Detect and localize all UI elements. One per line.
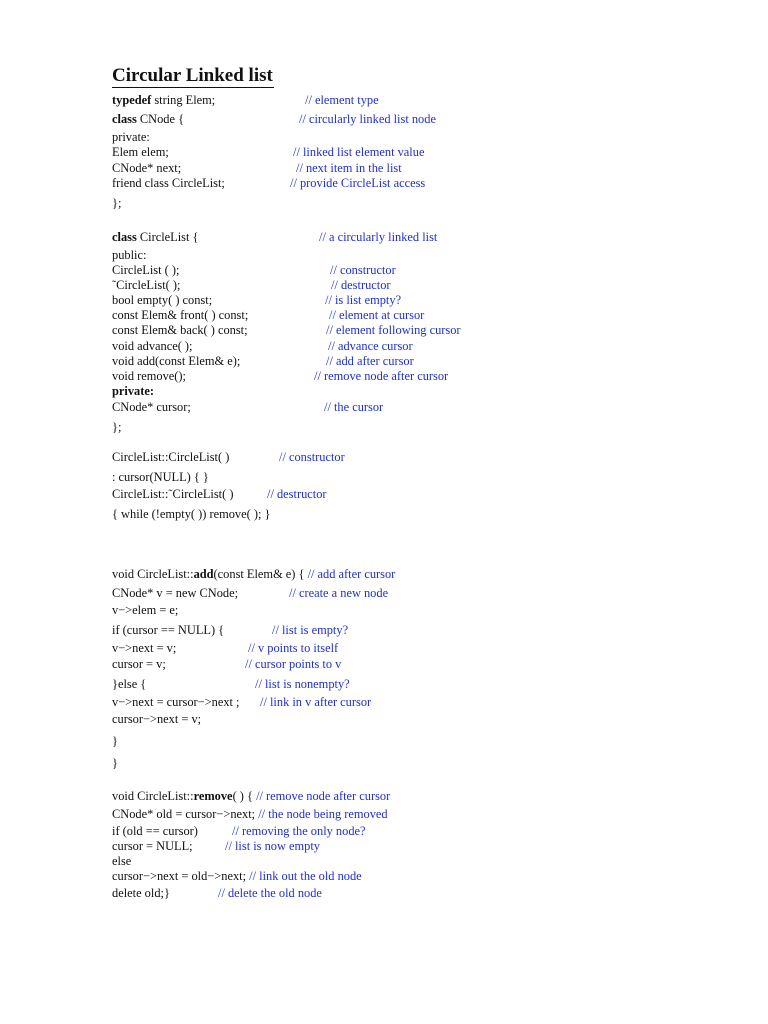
code-text: [112, 196, 121, 211]
code-segment: void CircleList::: [112, 567, 194, 581]
code-line: [0, 695, 768, 710]
code-line: [0, 230, 768, 245]
code-comment: // destructor: [331, 278, 391, 292]
code-line: [0, 308, 768, 323]
code-line: [0, 712, 768, 727]
code-line: [0, 354, 768, 369]
code-segment: const Elem& front( ) const;: [112, 308, 249, 322]
code-text: [112, 130, 150, 145]
code-text: [112, 263, 179, 278]
code-text: [112, 293, 212, 308]
code-text: [112, 323, 248, 338]
inline-comment: // remove node after cursor: [256, 789, 391, 803]
code-line: [0, 130, 768, 145]
code-text: [112, 450, 229, 465]
code-comment: // link in v after cursor: [260, 695, 372, 709]
code-segment: CNode* v = new CNode;: [112, 586, 239, 600]
code-segment: friend class CircleList;: [112, 176, 225, 190]
code-segment: CircleList::CircleList( ): [112, 450, 230, 464]
code-segment: CircleList::˜CircleList( ): [112, 487, 234, 501]
code-text: [112, 756, 118, 771]
code-line: [0, 824, 768, 839]
code-line: [0, 323, 768, 338]
code-text: [112, 278, 180, 293]
code-line: [0, 145, 768, 160]
code-comment: // list is empty?: [272, 623, 349, 637]
code-comment: // cursor points to v: [245, 657, 342, 671]
code-text: [112, 369, 186, 384]
keyword: add: [193, 567, 214, 581]
code-line: [0, 248, 768, 263]
code-text: [112, 586, 238, 601]
code-text: [112, 839, 193, 854]
code-segment: Elem elem;: [112, 145, 169, 159]
code-line: [0, 567, 768, 582]
code-segment: { while (!empty( )) remove( ); }: [112, 507, 271, 521]
code-line: [0, 93, 768, 108]
code-line: [0, 641, 768, 656]
code-segment: bool empty( ) const;: [112, 293, 213, 307]
code-comment: // the cursor: [324, 400, 384, 414]
code-text: [112, 145, 169, 160]
code-comment: // add after cursor: [326, 354, 414, 368]
code-segment: };: [112, 420, 122, 434]
code-comment: // constructor: [330, 263, 396, 277]
code-segment: cursor−>next = v;: [112, 712, 202, 726]
code-comment: // list is now empty: [225, 839, 320, 853]
code-comment: // destructor: [267, 487, 327, 501]
code-segment: ( ) {: [232, 789, 257, 803]
code-segment: }else {: [112, 677, 147, 691]
code-segment: CNode* next;: [112, 161, 182, 175]
code-segment: private:: [112, 130, 150, 144]
code-segment: void remove();: [112, 369, 186, 383]
keyword: class: [112, 230, 137, 244]
code-comment: // v points to itself: [248, 641, 339, 655]
code-text: [112, 695, 240, 710]
code-segment: v−>elem = e;: [112, 603, 179, 617]
inline-comment: // link out the old node: [249, 869, 362, 883]
code-text: [112, 824, 198, 839]
code-segment: cursor = v;: [112, 657, 166, 671]
code-text: [112, 308, 248, 323]
code-line: [0, 603, 768, 618]
code-comment: // element following cursor: [326, 323, 461, 337]
inline-comment: // the node being removed: [258, 807, 388, 821]
code-text: [112, 161, 181, 176]
code-comment: // constructor: [279, 450, 345, 464]
code-segment: if (old == cursor): [112, 824, 198, 838]
code-line: [0, 196, 768, 211]
code-line: [0, 854, 768, 869]
code-comment: // a circularly linked list: [319, 230, 438, 244]
code-text: [112, 789, 390, 804]
code-segment: CircleList {: [136, 230, 199, 244]
keyword: private:: [112, 384, 154, 398]
keyword: typedef: [112, 93, 152, 107]
code-text: [112, 567, 395, 582]
code-segment: void advance( );: [112, 339, 193, 353]
code-line: [0, 450, 768, 465]
code-segment: else: [112, 854, 132, 868]
code-text: [112, 507, 270, 522]
code-text: [112, 734, 118, 749]
code-line: [0, 657, 768, 672]
code-comment: // linked list element value: [293, 145, 425, 159]
code-text: [112, 354, 240, 369]
code-segment: void add(const Elem& e);: [112, 354, 241, 368]
keyword: remove: [193, 789, 233, 803]
code-text: [112, 487, 233, 502]
code-comment: // is list empty?: [325, 293, 402, 307]
code-line: [0, 293, 768, 308]
code-text: [112, 339, 193, 354]
code-text: [112, 384, 154, 399]
code-line: [0, 756, 768, 771]
code-segment: cursor−>next = old−>next;: [112, 869, 250, 883]
code-text: [112, 603, 178, 618]
code-segment: void CircleList::: [112, 789, 194, 803]
code-text: [112, 112, 184, 127]
code-line: [0, 278, 768, 293]
code-segment: CNode* cursor;: [112, 400, 191, 414]
code-segment: : cursor(NULL) { }: [112, 470, 209, 484]
code-text: [112, 400, 191, 415]
code-comment: // element type: [305, 93, 379, 107]
code-segment: cursor = NULL;: [112, 839, 193, 853]
inline-comment: // add after cursor: [307, 567, 396, 581]
code-line: [0, 176, 768, 191]
code-line: [0, 112, 768, 127]
code-line: [0, 470, 768, 485]
code-line: [0, 869, 768, 884]
code-comment: // provide CircleList access: [290, 176, 426, 190]
code-comment: // list is nonempty?: [255, 677, 350, 691]
code-comment: // delete the old node: [218, 886, 322, 900]
code-segment: }: [112, 756, 118, 770]
code-text: [112, 93, 215, 108]
code-line: [0, 420, 768, 435]
code-segment: (const Elem& e) {: [213, 567, 308, 581]
code-segment: CNode {: [136, 112, 185, 126]
code-segment: delete old;}: [112, 886, 170, 900]
code-line: [0, 487, 768, 502]
code-text: [112, 712, 201, 727]
code-comment: // create a new node: [289, 586, 389, 600]
code-line: [0, 161, 768, 176]
code-segment: ˜CircleList( );: [112, 278, 181, 292]
document-title: Circular Linked list: [112, 65, 273, 86]
code-segment: CircleList ( );: [112, 263, 180, 277]
code-comment: // next item in the list: [296, 161, 402, 175]
code-comment: // remove node after cursor: [314, 369, 449, 383]
code-comment: // advance cursor: [328, 339, 413, 353]
code-text: [112, 641, 176, 656]
code-line: [0, 789, 768, 804]
code-segment: CNode* old = cursor−>next;: [112, 807, 259, 821]
code-segment: if (cursor == NULL) {: [112, 623, 225, 637]
code-text: [112, 176, 225, 191]
code-segment: const Elem& back( ) const;: [112, 323, 248, 337]
code-line: [0, 623, 768, 638]
code-line: [0, 886, 768, 901]
code-line: [0, 384, 768, 399]
code-text: [112, 230, 199, 245]
code-comment: // removing the only node?: [232, 824, 366, 838]
code-line: [0, 586, 768, 601]
code-text: [112, 807, 388, 822]
code-segment: v−>next = cursor−>next ;: [112, 695, 240, 709]
keyword: class: [112, 112, 137, 126]
code-line: [0, 400, 768, 415]
code-segment: };: [112, 196, 122, 210]
code-line: [0, 734, 768, 749]
code-text: [112, 854, 131, 869]
code-text: [112, 623, 224, 638]
code-line: [0, 507, 768, 522]
code-segment: v−>next = v;: [112, 641, 177, 655]
code-text: [112, 657, 166, 672]
code-line: [0, 807, 768, 822]
code-line: [0, 839, 768, 854]
code-segment: string Elem;: [151, 93, 216, 107]
code-segment: }: [112, 734, 118, 748]
code-text: [112, 470, 209, 485]
code-segment: public:: [112, 248, 147, 262]
code-text: [112, 886, 170, 901]
code-comment: // circularly linked list node: [299, 112, 436, 126]
code-comment: // element at cursor: [329, 308, 425, 322]
code-text: [112, 677, 146, 692]
code-line: [0, 369, 768, 384]
code-line: [0, 263, 768, 278]
code-text: [112, 869, 362, 884]
code-line: [0, 677, 768, 692]
code-text: [112, 420, 121, 435]
code-text: [112, 248, 146, 263]
code-line: [0, 339, 768, 354]
